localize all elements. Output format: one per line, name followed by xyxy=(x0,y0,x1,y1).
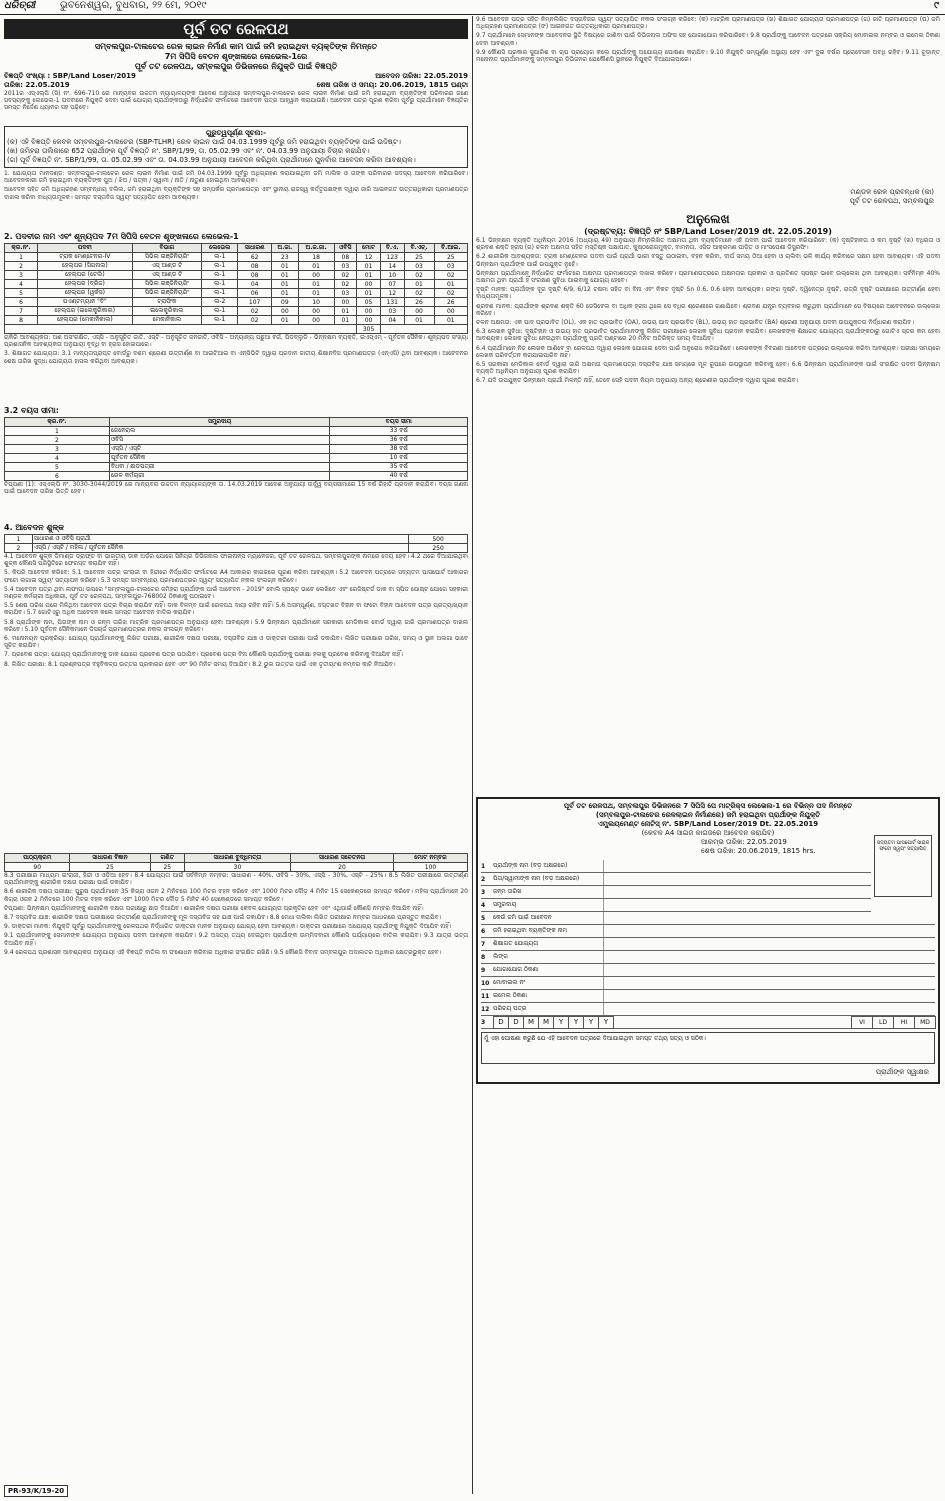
notice-ref-row-2 xyxy=(4,81,468,90)
vacancy-cell: ହେଲ୍ପର (ମେକାନିକାଲ) xyxy=(38,316,133,325)
vacancy-cell: 09 xyxy=(272,298,298,307)
form-row-number: 7 xyxy=(481,940,486,948)
vacancy-cell: 01 xyxy=(434,280,467,289)
vacancy-cell: 00 xyxy=(272,307,298,316)
important-notes-box xyxy=(4,126,468,168)
page-number: ୯ xyxy=(934,0,939,11)
vacancy-cell: ହେଲ୍ପର (ସିଗନାଲ) xyxy=(38,262,133,271)
age-cell: ରେଳ କର୍ମଚାରୀ xyxy=(109,472,330,481)
age-cell: 1 xyxy=(5,427,110,436)
age-cell: 40 ବର୍ଷ xyxy=(330,472,468,481)
form-row-label: ଜନ୍ମ ତାରିଖ xyxy=(493,888,522,895)
left-column xyxy=(4,16,468,1494)
form-row-number: 1 xyxy=(481,862,486,870)
form-row xyxy=(481,990,935,1003)
vacancy-total-filler xyxy=(380,325,467,334)
dob-digit-box[interactable]: Y xyxy=(568,1016,584,1029)
vacancy-cell: ସିଭିଲ ଇଞ୍ଜିନିୟରିଂ xyxy=(132,289,202,298)
intro-paragraph: 2011ର ଏସ୍‌ଏଲ୍‌ପି (ସି) ନଂ. 696-710 ରେ ମାନ୍ୟବର ଉଚ୍ଚତମ ନ୍ୟାୟାଳୟଙ୍କ ଆଦେଶ ଅନୁଯାୟୀ ସମ୍ବଲପୁର-ଟାଲଚେର ରେଳ ଲାଇନ ନିର୍ମାଣ ପାଇଁ ଜମି ହରାଇଥିବା ବ୍ୟକ୍ତିଙ୍କ ପରିବାରର ଜଣେ ସଦସ୍ୟଙ୍କୁ ଲେଭେଲ-1 ପଦବୀରେ ନିଯୁକ୍ତି ଦେବା ପାଇଁ ଯୋଗ୍ୟ ପ୍ରାର୍ଥୀଙ୍କଠାରୁ ନିର୍ଦ୍ଧାରିତ ଫର୍ମାଟରେ ଆବେଦନ ପତ୍ର ଆହ୍ୱାନ କରାଯାଉଛି। ଆବେଦନ ପତ୍ର ପୂରଣ କରିବା ପୂର୍ବରୁ ପ୍ରାର୍ଥୀମାନେ ବିଜ୍ଞପ୍ତିର ସମସ୍ତ ନିର୍ଦ୍ଦେଶ ଧ୍ୟାନର ସହ ପଢ଼ିବେ। xyxy=(4,90,468,112)
vacancy-cell: 01 xyxy=(272,262,298,271)
form-title-2: (ସମ୍ବଲପୁର-ଟାଲଚେର ରେଳଲାଇନ ନିର୍ମାଣରେ) ଜମି ହରାଇଥିବା ପ୍ରାର୍ଥୀଙ୍କ ନିଯୁକ୍ତି xyxy=(595,811,821,819)
annexure-title: ଅନୁଲେଖ xyxy=(686,212,730,226)
form-row-input[interactable] xyxy=(603,873,871,885)
form-row-label: କେଉଁ ଜମି ପାଇଁ ଆବେଦନ xyxy=(493,914,552,921)
fee-table xyxy=(4,534,468,553)
fee-amount: 500 xyxy=(409,535,468,544)
vacancy-cell: ହେଲ୍ପର (ୱର୍କସ) xyxy=(38,289,133,298)
vacancy-notes: ଚାକିରି ଆବଶ୍ୟକତା: ଅଣ ଅସଂରକ୍ଷିତ, ଏସ୍‌ସି - ଅନୁସୂଚିତ ଜାତି, ଏସ୍‌ଟି - ଅନୁସୂଚିତ ଜନଜାତି, ଓବିସି - ଅନ୍ୟାନ୍ୟ ପଛୁଆ ବର୍ଗ, ପିଡବ୍ଲୁଡି - ଭିନ୍ନକ୍ଷମ ବ୍ୟକ୍ତି, ଇଏସ୍‌ଏମ୍ - ପୂର୍ବତନ ସୈନିକ। ଶୂନ୍ୟପଦ ସଂଖ୍ୟା ପ୍ରଶାସନିକ ଆବଶ୍ୟକତା ଅନୁଯାୟୀ ବୃଦ୍ଧି ବା ହ୍ରାସ ହୋଇପାରେ। 3. ଶିକ୍ଷାଗତ ଯୋଗ୍ୟତା: 3.1 ମାନ୍ୟତାପ୍ରାପ୍ତ ବୋର୍ଡରୁ ଦଶମ ଶ୍ରେଣୀ ଉତ୍ତୀର୍ଣ୍ଣ ବା ଆଇଟିଆଇ ବା ଏନ୍‌ସିଭିଟି ଦ୍ୱାରା ପ୍ରଦାନ ଜାତୀୟ ଶିକ୍ଷାନବିସ ପ୍ରମାଣପତ୍ର (ଏନ୍‌ଏସି) ଥିବା ଆବଶ୍ୟକ। ଆବେଦନର ଶେଷ ତାରିଖ ସୁଦ୍ଧା ଯୋଗ୍ୟତା ହାସଲ କରିଥିବା ଆବଶ୍ୟକ। xyxy=(4,334,468,365)
vacancy-row xyxy=(5,307,468,316)
vacancy-cell: 01 xyxy=(334,307,357,316)
vacancy-cell: 03 xyxy=(334,262,357,271)
form-row-label: ଯୋଗାଯୋଗ ଠିକଣା xyxy=(493,966,539,973)
photo-box[interactable]: ସଦ୍ୟତମ ପାସପୋର୍ଟ ସାଇଜ ଫଟୋ ସ୍ୱୟଂ ସତ୍ୟାପିତ xyxy=(874,835,932,897)
notice-subtitle-3: ପୂର୍ବ ତଟ ରେଳପଥ, ସମ୍ବଲପୁର ଡିଭିଜନରେ ନିଯୁକ୍ତି ପାଇଁ ବିଜ୍ଞପ୍ତି xyxy=(134,62,338,71)
vacancy-cell: ଲ-2 xyxy=(202,298,238,307)
vacancy-cell: 3 xyxy=(5,271,38,280)
age-cell: 6 xyxy=(5,472,110,481)
vacancy-cell: ଇଲେକ୍ଟ୍ରିକାଲ xyxy=(132,307,202,316)
vacancy-cell: 02 xyxy=(238,316,272,325)
form-row xyxy=(481,873,871,886)
form-row-number: 5 xyxy=(481,914,486,922)
fee-row: 1 xyxy=(5,535,33,544)
vacancy-cell: 02 xyxy=(404,271,434,280)
application-procedure: 4.1 ଆବେଦନ ଶୁଳ୍କ ଡିମାଣ୍ଡ ଡ୍ରାଫ୍ଟ ବା ଭାରତୀୟ ଡାକ ଅର୍ଡର ଯୋଗେ ସିନିୟର ଡିଭିଜନାଲ ଫାଇନାନ୍ସ ମ୍ୟାନେଜର, ପୂର୍ବ ତଟ ରେଳପଥ, ସମ୍ବଲପୁରଙ୍କ ନାମରେ ଦେୟ ହେବ। 4.2 ଥରେ ଦିଆଯାଇଥିବା ଶୁଳ୍କ କୌଣସି ପରିସ୍ଥିତିରେ ଫେରସ୍ତ କରାଯିବ ନାହିଁ। 5. କିପରି ଆବେଦନ କରିବେ: 5.1 ଆବେଦନ ପତ୍ର ଇଂରାଜୀ ବା ହିନ୍ଦୀରେ ନିର୍ଦ୍ଧାରିତ ଫର୍ମାଟରେ A4 ଆକାରର କାଗଜରେ ପୂରଣ କରିବା ଆବଶ୍ୟକ। 5.2 ଆବେଦନ ପତ୍ରରେ ସଦ୍ୟତମ ପାସପୋର୍ଟ ଆକାରର ଫଟୋ ଲଗାଇ ସ୍ୱୟଂ ସତ୍ୟାପନ କରିବେ। 5.3 ସମସ୍ତ ସମ୍ବନ୍ଧୀୟ ପ୍ରମାଣପତ୍ରର ସ୍ୱୟଂ ସତ୍ୟାପିତ ନକଲ ସଂଲଗ୍ନ କରିବେ। 5.4 ଆବେଦନ ପତ୍ର ଥିବା ଲଫାପା ଉପରେ "ସମ୍ବଲପୁର-ଟାଲଚେର ଜମିହରା ପ୍ରାର୍ଥୀଙ୍କ ପାଇଁ ଆବେଦନ - 2019" ବୋଲି ସ୍ପଷ୍ଟ ଭାବେ ଲେଖିବେ ଏବଂ ରେଜିଷ୍ଟର୍ଡ ଡାକ ବା ସ୍ପିଡ ପୋଷ୍ଟ ଯୋଗେ ସହକାରୀ ମଣ୍ଡଳ କର୍ମଚାରୀ ଅଧିକାରୀ, ପୂର୍ବ ତଟ ରେଳପଥ, ସମ୍ବଲପୁର-768002 ଠିକଣାକୁ ପଠାଇବେ। 5.5 ଶେଷ ତାରିଖ ପରେ ମିଳିଥିବା ଆବେଦନ ପତ୍ର ବିଚାର କରାଯିବ ନାହିଁ। ଡାକ ବିଳମ୍ବ ପାଇଁ ରେଳପଥ ଦାୟୀ ରହିବ ନାହିଁ। 5.6 ଅସମ୍ପୂର୍ଣ୍ଣ, ଦସ୍ତଖତ ବିହୀନ ବା ଫଟୋ ବିହୀନ ଆବେଦନ ପତ୍ର ପ୍ରତ୍ୟାଖ୍ୟାନ କରାଯିବ। 5.7 ଗୋଟିଏରୁ ଅଧିକ ଆବେଦନ କଲେ ସମସ୍ତ ଆବେଦନ ବାତିଲ କରାଯିବ। 5.8 ପ୍ରାର୍ଥୀଙ୍କ ନାମ, ପିତାଙ୍କ ନାମ ଓ ଜନ୍ମ ତାରିଖ ମାଟ୍ରିକ ପ୍ରମାଣପତ୍ର ଅନୁଯାୟୀ ହେବା ଆବଶ୍ୟକ। 5.9 ଭିନ୍ନକ୍ଷମ ପ୍ରାର୍ଥୀମାନେ ସରକାରୀ ମେଡିକାଲ ବୋର୍ଡ ଦ୍ୱାରା ଜାରି ପ୍ରମାଣପତ୍ର ଦାଖଲ କରିବେ। 5.10 ପୂର୍ବତନ ସୈନିକମାନେ ଡିସଚାର୍ଜ ପ୍ରମାଣପତ୍ରର ନକଲ ସଂଲଗ୍ନ କରିବେ। 6. ମନୋନୟନ ପ୍ରକ୍ରିୟା: ଯୋଗ୍ୟ ପ୍ରାର୍ଥୀମାନଙ୍କୁ ଲିଖିତ ପରୀକ୍ଷା, ଶାରୀରିକ ଦକ୍ଷତା ପରୀକ୍ଷା, ଦସ୍ତାବିଜ ଯାଞ୍ଚ ଓ ଡାକ୍ତରୀ ପରୀକ୍ଷା ପାଇଁ ଡକାଯିବ। ଲିଖିତ ପରୀକ୍ଷାର ତାରିଖ, ସମୟ ଓ ସ୍ଥାନ ଅଲଗା ଭାବେ ସୂଚିତ କରାଯିବ। 7. ପ୍ରବେଶ ପତ୍ର: ଯୋଗ୍ୟ ପ୍ରାର୍ଥୀମାନଙ୍କୁ ଡାକ ଯୋଗେ ପ୍ରବେଶ ପତ୍ର ପଠାଯିବ। ପ୍ରବେଶ ପତ୍ର ବିନା କୌଣସି ପ୍ରାର୍ଥୀଙ୍କୁ ପରୀକ୍ଷା ହଲକୁ ପ୍ରବେଶ କରିବାକୁ ଦିଆଯିବ ନାହିଁ। 8. ଲିଖିତ ପରୀକ୍ଷା: 8.1 ପ୍ରଶ୍ନପତ୍ର ବହୁବିକଳ୍ପ ଉତ୍ତର ପ୍ରକାରର ହେବ ଏବଂ 90 ମିନିଟ ସମୟ ଦିଆଯିବ। 8.2 ଭୁଲ ଉତ୍ତର ପାଇଁ ଏକ ତୃତୀୟାଂଶ ନମ୍ବର କାଟି ନିଆଯିବ। xyxy=(4,553,468,668)
vacancy-cell: ଟ୍ରାଫିକ xyxy=(132,298,202,307)
signatory-office: ପୂର୍ବ ତଟ ରେଳପଥ, ସମ୍ବଲପୁର xyxy=(849,197,934,205)
vacancy-cell: 01 xyxy=(298,280,334,289)
vacancy-cell: 02 xyxy=(238,307,272,316)
newspaper-logo: ଧରିତ୍ରୀ xyxy=(4,0,36,11)
form-row xyxy=(481,938,935,951)
age-cell: ଓବିସି xyxy=(109,436,330,445)
vacancy-header-cell: ବିଭାଗ xyxy=(132,244,202,253)
vacancy-cell: 02 xyxy=(434,289,467,298)
form-row-label: ଇମେଲ ଠିକଣା xyxy=(493,992,527,999)
vacancy-cell: 01 xyxy=(272,289,298,298)
vacancy-header-cell: ମୋଟ xyxy=(357,244,381,253)
notice-subtitle-1: ସମ୍ବଲପୁର-ଟାଲଚେର ରେଳ ଲାଇନ ନିର୍ମାଣ କାମ ପାଇଁ ଜମି ହରାଇଥିବା ବ୍ୟକ୍ତିଙ୍କ ନିମନ୍ତେ xyxy=(94,42,378,51)
signatory-block xyxy=(476,188,934,206)
form-row-label: ଲିଙ୍ଗ xyxy=(493,953,508,960)
form-row xyxy=(481,951,935,964)
dob-digit-box[interactable]: Y xyxy=(598,1016,614,1029)
vacancy-cell: ଲ-1 xyxy=(202,289,238,298)
vacancy-cell: 01 xyxy=(357,289,381,298)
form-row xyxy=(481,899,871,912)
marks-header-cell: ପାଠ୍ୟକ୍ରମ xyxy=(5,854,70,863)
form-row xyxy=(481,912,935,925)
age-notes: ଟିପ୍ପଣୀ (1): ଏସ୍‌ଏଲ୍‌ପି ନଂ. 3030-3044/2019 ରେ ମାନ୍ୟବର ଉଚ୍ଚତମ ନ୍ୟାୟାଳୟଙ୍କ ତା. 14.03.2019 ଆଦେଶ ଅନୁଯାୟୀ ଉର୍ଦ୍ଧ୍ୱ ବୟସସୀମାରେ 15 ବର୍ଷ ରିହାତି ପ୍ରଦାନ କରାଯିବ। ବୟସ ଗଣନା ପାଇଁ ଆବେଦନ ତାରିଖ ଭିତ୍ତି ହେବ। xyxy=(4,481,468,496)
vacancy-cell: 00 xyxy=(404,307,434,316)
vacancy-cell: 02 xyxy=(334,271,357,280)
form-row-input[interactable] xyxy=(603,977,935,989)
vacancy-cell: 03 xyxy=(404,262,434,271)
vacancy-cell: 26 xyxy=(404,298,434,307)
vacancy-table xyxy=(4,243,468,334)
age-cell: 10 ବର୍ଷ xyxy=(330,454,468,463)
vacancy-row xyxy=(5,271,468,280)
form-row xyxy=(481,964,935,977)
vacancy-row xyxy=(5,316,468,325)
age-cell: 36 ବର୍ଷ xyxy=(330,436,468,445)
form-row-label: ସମ୍ପ୍ରଦାୟ xyxy=(493,901,517,908)
marks-header-cell: ସାଧାରଣ ସଚେତନତା xyxy=(290,854,393,863)
dob-digit-box[interactable]: Y xyxy=(553,1016,569,1029)
vacancy-cell: 14 xyxy=(380,262,404,271)
vacancy-cell: ସିଭିଲ ଇଞ୍ଜିନିୟରିଂ xyxy=(132,280,202,289)
applicant-signature[interactable]: ପ୍ରାର୍ଥୀଙ୍କ ସ୍ୱାକ୍ଷର xyxy=(875,1068,929,1076)
vacancy-cell: ସିଭିଲ ଇଞ୍ଜିନିୟରିଂ xyxy=(132,253,202,262)
vacancy-cell: ପଏଣ୍ଟମ୍ୟାନ "ବି" xyxy=(38,298,133,307)
vacancy-cell: 23 xyxy=(272,253,298,262)
age-cell: 38 ବର୍ଷ xyxy=(330,445,468,454)
age-row xyxy=(5,436,468,445)
vacancy-cell: 04 xyxy=(238,280,272,289)
marks-header-cell: ମୋଟ ନମ୍ବର xyxy=(393,854,467,863)
form-row-number: 4 xyxy=(481,901,486,909)
vacancy-cell: 00 xyxy=(434,307,467,316)
vacancy-row xyxy=(5,280,468,289)
masthead xyxy=(0,0,945,15)
notice-ref-row-1 xyxy=(4,72,468,81)
form-title-1: ପୂର୍ବ ତଟ ରେଳପଥ, ସମ୍ବଲପୁର ଡିଭିଜନରେ 7 ସିପିସି ପେ ମାଟ୍ରିକ୍ସ ଲେଭେଲ-1 ରେ ବିଭିନ୍ନ ପଦ ନିମନ୍ତେ xyxy=(563,802,853,810)
vacancy-cell: 00 xyxy=(298,307,334,316)
notice-banner: ପୂର୍ବ ତଟ ରେଳପଥ xyxy=(4,19,468,39)
vacancy-row xyxy=(5,289,468,298)
form-row-number: 10 xyxy=(481,979,490,987)
dob-digit-box[interactable]: M xyxy=(538,1016,554,1029)
right-column xyxy=(476,16,940,1494)
general-instructions: 9.6 ଆବେଦନ ପତ୍ର ସହିତ ନିମ୍ନଲିଖିତ ଦସ୍ତାବିଜର ସ୍ୱୟଂ ସତ୍ୟାପିତ ନକଲ ସଂଲଗ୍ନ କରିବେ: (କ) ମାଟ୍ରିକ ପ୍ରମାଣପତ୍ର (ଖ) ଶିକ୍ଷାଗତ ଯୋଗ୍ୟତା ପ୍ରମାଣପତ୍ର (ଗ) ଜାତି ପ୍ରମାଣପତ୍ର (ଘ) ଜମି ଅଧିଗ୍ରହଣ ପ୍ରମାଣପତ୍ର (ଙ) ଆଇନଗତ ଉତ୍ତରାଧିକାରୀ ପ୍ରମାଣପତ୍ର। 9.7 ପ୍ରାର୍ଥୀମାନେ ସେମାନଙ୍କ ଆବେଦନର ସ୍ଥିତି ବିଷୟରେ ଜାଣିବା ପାଇଁ ଡିଭିଜନାଲ ଅଫିସ ସହ ଯୋଗାଯୋଗ କରିପାରିବେ। 9.8 ପ୍ରାର୍ଥୀଙ୍କୁ ଆବେଦନ ପତ୍ରରେ ସକ୍ରିୟ ମୋବାଇଲ ନମ୍ବର ଓ ଇମେଲ ଠିକଣା ଦେବା ଆବଶ୍ୟକ। 9.9 କୌଣସି ପ୍ରକାର ସୁପାରିଶ ବା ଚାପ ପ୍ରୟୋଗ କଲେ ପ୍ରାର୍ଥୀଙ୍କୁ ଅଯୋଗ୍ୟ ଘୋଷଣା କରାଯିବ। 9.10 ନିଯୁକ୍ତି ସମ୍ପୂର୍ଣ୍ଣ ଅସ୍ଥାୟୀ ହେବ ଏବଂ ଦୁଇ ବର୍ଷର ପ୍ରୋବେସନ ଅବଧି ରହିବ। 9.11 ଚୂଡ଼ାନ୍ତ ମନୋନୀତ ପ୍ରାର୍ଥୀମାନଙ୍କୁ ସମ୍ବଲପୁର ଡିଭିଜନର ଯେକୌଣସି ସ୍ଥାନରେ ନିଯୁକ୍ତି ଦିଆଯାଇପାରେ। xyxy=(476,16,940,64)
category-box[interactable]: VI xyxy=(851,1016,873,1029)
vacancy-cell: 01 xyxy=(404,280,434,289)
application-open-date: ଆବେଦନ ତାରିଖ: 22.05.2019 xyxy=(375,72,468,80)
vacancy-cell: 08 xyxy=(238,262,272,271)
vacancy-cell: 01 xyxy=(357,271,381,280)
form-row-input[interactable] xyxy=(603,899,871,911)
vacancy-cell: ହେଲ୍ପର (ଇଲେକ୍ଟ୍ରିକାଲ) xyxy=(38,307,133,316)
age-row xyxy=(5,454,468,463)
vacancy-cell: ଲ-1 xyxy=(202,262,238,271)
disability-category-boxes[interactable] xyxy=(851,1016,935,1029)
vacancy-cell: 01 xyxy=(404,316,434,325)
vacancy-cell: 25 xyxy=(404,253,434,262)
vacancy-cell: 01 xyxy=(434,316,467,325)
vacancy-cell: ମେକାନିକାଲ xyxy=(132,316,202,325)
vacancy-cell: 01 xyxy=(298,289,334,298)
form-row-number: 12 xyxy=(481,1005,490,1013)
marks-header-cell: ସାଧାରଣ ବୁଦ୍ଧିମତ୍ତା xyxy=(184,854,290,863)
form-row-input[interactable] xyxy=(603,886,871,898)
fee-reserved: ଏସ୍‌ସି / ଏସ୍‌ଟି / ମହିଳା / ପୂର୍ବତନ ସୈନିକ xyxy=(32,544,408,553)
dob-digit-box[interactable]: D xyxy=(508,1016,524,1029)
declaration-box: ମୁଁ ଏହା ଘୋଷଣା କରୁଛି ଯେ ଏହି ଆବେଦନ ପତ୍ରରେ ଦିଆଯାଇଥିବା ସମସ୍ତ ତଥ୍ୟ ସତ୍ୟ ଓ ସଠିକ। xyxy=(481,1032,935,1064)
category-box[interactable]: HI xyxy=(893,1016,915,1029)
vacancy-cell: ହେଲ୍ପର (ଟେଲି) xyxy=(38,271,133,280)
form-row-number: 6 xyxy=(481,927,486,935)
age-cell: 5 xyxy=(5,463,110,472)
vacancy-section-title: 2. ପଦବୀର ନାମ ଏବଂ ଶୂନ୍ୟପଦ 7ମ ସିପିସି ବେତନ ଶୃଙ୍ଖଳାରେ ଲେଭେଲ-1 xyxy=(4,232,239,241)
vacancy-cell: 02 xyxy=(434,271,467,280)
vacancy-cell: 07 xyxy=(380,280,404,289)
age-row xyxy=(5,427,468,436)
vacancy-cell: ଟ୍ରାକ ମେଣ୍ଟେନର-IV xyxy=(38,253,133,262)
dob-digit-box[interactable]: M xyxy=(523,1016,539,1029)
vacancy-cell: 06 xyxy=(238,289,272,298)
vacancy-header-cell: ବି.ଏ. xyxy=(380,244,404,253)
vacancy-cell: 04 xyxy=(380,316,404,325)
form-title-3: ଏମ୍ପ୍ଲୟମେଣ୍ଟ ନୋଟିସ୍ ନଂ. SBP/Land Loser/2019 Dt. 22.05.2019 xyxy=(597,820,819,828)
vacancy-cell: 62 xyxy=(238,253,272,262)
form-row-input[interactable] xyxy=(603,1003,935,1015)
annexure-subtitle: (ଦ୍ରଷ୍ଟବ୍ୟ: ବିଜ୍ଞପ୍ତି ନଂ SBP/Land Loser/2019 dt. 22.05.2019) xyxy=(584,227,832,236)
vacancy-row xyxy=(5,253,468,262)
vacancy-cell: 00 xyxy=(357,280,381,289)
vacancy-cell: 03 xyxy=(434,262,467,271)
vacancy-cell: 01 xyxy=(298,262,334,271)
publication-reference: PR-93/K/19-20 xyxy=(4,1485,68,1497)
vacancy-total-row xyxy=(5,325,468,334)
vacancy-cell: ହେଲ୍ପର (ବ୍ରିଜ) xyxy=(38,280,133,289)
form-row-label: ଶିକ୍ଷାଗତ ଯୋଗ୍ୟତା xyxy=(493,940,539,947)
vacancy-cell: 7 xyxy=(5,307,38,316)
form-row-input[interactable] xyxy=(603,938,935,950)
vacancy-cell: 6 xyxy=(5,298,38,307)
signatory-designation: ମଣ୍ଡଳ ରେଳ ପ୍ରବନ୍ଧକ (କା) xyxy=(850,188,934,196)
vacancy-cell: 08 xyxy=(334,253,357,262)
vacancy-row xyxy=(5,262,468,271)
age-header-cell: କ୍ର.ନଂ. xyxy=(5,418,110,427)
vacancy-header-cell: ସାଧାରଣ xyxy=(238,244,272,253)
dob-boxes[interactable] xyxy=(493,1016,613,1029)
dob-digit-box[interactable]: D xyxy=(493,1016,509,1029)
exam-and-medical-rules: 8.3 ପରୀକ୍ଷାର ମାଧ୍ୟମ ଇଂରାଜୀ, ହିନ୍ଦୀ ଓ ଓଡ଼ିଆ ହେବ। 8.4 ଯୋଗ୍ୟତା ପାଇଁ ସର୍ବନିମ୍ନ ନମ୍ବର: ସାଧାରଣ - 40%, ଓବିସି - 30%, ଏସ୍‌ସି - 30%, ଏସ୍‌ଟି - 25%। 8.5 ଲିଖିତ ପରୀକ୍ଷାରେ ଉତ୍ତୀର୍ଣ୍ଣ ପ୍ରାର୍ଥୀମାନଙ୍କୁ ଶାରୀରିକ ଦକ୍ଷତା ପରୀକ୍ଷା ପାଇଁ ଡକାଯିବ। 8.6 ଶାରୀରିକ ଦକ୍ଷତା ପରୀକ୍ଷା: ପୁରୁଷ ପ୍ରାର୍ଥୀମାନେ 35 କିଗ୍ରା ଓଜନ 2 ମିନିଟରେ 100 ମିଟର ବହନ କରିବେ ଏବଂ 1000 ମିଟର ଦୌଡ଼ 4 ମିନିଟ 15 ସେକେଣ୍ଡରେ ସମାପ୍ତ କରିବେ। ମହିଳା ପ୍ରାର୍ଥୀମାନେ 20 କିଗ୍ରା ଓଜନ 2 ମିନିଟରେ 100 ମିଟର ବହନ କରିବେ ଏବଂ 1000 ମିଟର ଦୌଡ଼ 5 ମିନିଟ 40 ସେକେଣ୍ଡରେ ସମାପ୍ତ କରିବେ। ଟିପ୍ପଣୀ: ଭିନ୍ନକ୍ଷମ ପ୍ରାର୍ଥୀମାନଙ୍କୁ ଶାରୀରିକ ଦକ୍ଷତା ପରୀକ୍ଷାରୁ ଛାଡ଼ ଦିଆଯିବ। ଶାରୀରିକ ଦକ୍ଷତା ପରୀକ୍ଷା କେବଳ ଯୋଗ୍ୟତା ପ୍ରକୃତିର ହେବ ଏବଂ ଏଥିପାଇଁ କୌଣସି ନମ୍ବର ଦିଆଯିବ ନାହିଁ। 8.7 ଦସ୍ତାବିଜ ଯାଞ୍ଚ: ଶାରୀରିକ ଦକ୍ଷତା ପରୀକ୍ଷାରେ ଉତ୍ତୀର୍ଣ୍ଣ ପ୍ରାର୍ଥୀମାନଙ୍କୁ ମୂଳ ଦସ୍ତାବିଜ ସହ ଯାଞ୍ଚ ପାଇଁ ଡକାଯିବ। 8.8 ମେଧା ତାଲିକା ଲିଖିତ ପରୀକ୍ଷାର ନମ୍ବର ଆଧାରରେ ପ୍ରସ୍ତୁତ କରାଯିବ। 9. ଡାକ୍ତରୀ ମାନକ: ନିଯୁକ୍ତି ପୂର୍ବରୁ ପ୍ରାର୍ଥୀମାନଙ୍କୁ ରେଳପଥର ନିର୍ଦ୍ଧାରିତ ଡାକ୍ତରୀ ମାନକ ଅନୁଯାୟୀ ଯୋଗ୍ୟ ହେବା ଆବଶ୍ୟକ। ଡାକ୍ତରୀ ପରୀକ୍ଷାରେ ଅଯୋଗ୍ୟ ପ୍ରାର୍ଥୀଙ୍କୁ ନିଯୁକ୍ତି ଦିଆଯିବ ନାହିଁ। 9.1 ପ୍ରାର୍ଥୀମାନଙ୍କୁ ସେମାନଙ୍କ ଯୋଗ୍ୟତା ଅନୁଯାୟୀ ପଦବୀ ଆବଣ୍ଟନ କରାଯିବ। 9.2 ଅସତ୍ୟ ତଥ୍ୟ ଦେଇଥିବା ପ୍ରାର୍ଥୀଙ୍କ ଉମ୍ମିଦବାରୀ କୌଣସି ପର୍ଯ୍ୟାୟରେ ବାତିଲ କରାଯିବ। 9.3 ଯାତ୍ରା ଭତ୍ତା ଦିଆଯିବ ନାହିଁ। 9.4 ରେଳପଥ ପ୍ରଶାସନ ଆବଶ୍ୟକତା ଅନୁଯାୟୀ ଏହି ବିଜ୍ଞପ୍ତି ବାତିଲ ବା ସଂଶୋଧନ କରିବାର ଅଧିକାର ସଂରକ୍ଷିତ ରଖିଛି। 9.5 କୌଣସି ବିବାଦ ସମ୍ବଲପୁର ଅଦାଲତର ଅଧିକାର କ୍ଷେତ୍ରଭୁକ୍ତ ହେବ। xyxy=(4,872,468,956)
vacancy-cell: ଲ-1 xyxy=(202,271,238,280)
marks-cell: 30 xyxy=(184,863,290,872)
vacancy-cell: 00 xyxy=(357,316,381,325)
form-row-input[interactable] xyxy=(603,860,871,872)
age-row xyxy=(5,463,468,472)
vacancy-cell: 00 xyxy=(298,316,334,325)
vacancy-header-cell: କ୍ର.ନଂ. xyxy=(5,244,38,253)
vacancy-header-cell: ଅ.ଜା. xyxy=(272,244,298,253)
vacancy-cell: 03 xyxy=(334,289,357,298)
form-title-4: (କେବଳ A4 ସାଇଜ କାଗଜରେ ଆବେଦନ କରାଯିବ) xyxy=(641,829,775,837)
age-limit-table xyxy=(4,417,468,481)
vacancy-cell: ଲ-1 xyxy=(202,307,238,316)
form-row-label: ପରିଚୟ ପତ୍ର xyxy=(493,1005,527,1012)
form-row-number: 2 xyxy=(481,875,486,883)
age-cell: 2 xyxy=(5,436,110,445)
age-row xyxy=(5,472,468,481)
vacancy-cell: 12 xyxy=(380,289,404,298)
vacancy-header-cell: ଲେଭେଲ xyxy=(202,244,238,253)
age-section-title: 3.2 ବୟସ ସୀମା: xyxy=(4,406,59,415)
form-row-input[interactable] xyxy=(603,990,935,1002)
form-row-dob xyxy=(481,1016,935,1029)
form-row xyxy=(481,886,871,899)
form-row-number: 8 xyxy=(481,953,486,961)
vacancy-total-label xyxy=(5,325,357,334)
vacancy-cell: 01 xyxy=(272,271,298,280)
form-row-label: ମୋବାଇଲ ନଂ xyxy=(493,979,526,986)
age-header-cell: ସମ୍ପ୍ରଦାୟ xyxy=(109,418,330,427)
vacancy-cell: 10 xyxy=(298,298,334,307)
form-row-label: ପ୍ରାର୍ଥୀଙ୍କ ନାମ (ବଡ଼ ଅକ୍ଷରରେ) xyxy=(493,862,568,869)
fee-amount: 250 xyxy=(409,544,468,553)
age-cell: ଜେନେରାଲ xyxy=(109,427,330,436)
form-open-date: ଆରମ୍ଭ ତାରିଖ: 22.05.2019 xyxy=(701,838,787,846)
vacancy-cell: 00 xyxy=(334,298,357,307)
form-row-number: 3 xyxy=(481,888,486,896)
column-divider xyxy=(472,16,473,1494)
exam-marks-table xyxy=(4,853,468,872)
age-cell: 3 xyxy=(5,445,110,454)
vacancy-cell: ଏସ୍ ଆଣ୍ଡ ଟି xyxy=(132,271,202,280)
issue-date: ଭୁବନେଶ୍ୱର, ବୁଧବାର, ୨୨ ମେ, ୨୦୧୯ xyxy=(60,0,207,11)
form-fields xyxy=(481,860,935,1016)
marks-cell: 20 xyxy=(290,863,393,872)
notification-number: ବିଜ୍ଞପ୍ତି ସଂଖ୍ୟା : SBP/Land Loser/2019 xyxy=(4,72,136,80)
important-note-1: (କ) ଏହି ବିଜ୍ଞପ୍ତି କେବଳ ସମ୍ବଲପୁର-ଟାଲଚେର (SBP-TLHR) ରେଳ ଲାଇନ ପାଇଁ 04.03.1999 ପୂର୍ବରୁ ଜମି ହରାଇଥିବା ବ୍ୟକ୍ତିଙ୍କ ପାଇଁ ଉଦ୍ଦିଷ୍ଟ। xyxy=(7,138,401,146)
vacancy-cell: 01 xyxy=(272,280,298,289)
vacancy-cell: 03 xyxy=(380,307,404,316)
vacancy-cell: 25 xyxy=(434,253,467,262)
vacancy-cell: 02 xyxy=(404,289,434,298)
important-notes-title: ଗୁରୁତ୍ୱପୂର୍ଣ୍ଣ ସୂଚନା:- xyxy=(205,129,267,137)
vacancy-cell: 00 xyxy=(298,271,334,280)
vacancy-header-cell: ବି.ଏଚ୍. xyxy=(404,244,434,253)
form-row-label: ଜମି ହରାଇଥିବା ବ୍ୟକ୍ତିଙ୍କ ନାମ xyxy=(493,927,568,934)
marks-header-cell: ସାଧାରଣ ବିଜ୍ଞାନ xyxy=(70,854,150,863)
vacancy-cell: 123 xyxy=(380,253,404,262)
age-header-cell: ବୟସ ସୀମା xyxy=(330,418,468,427)
form-row xyxy=(481,977,935,990)
marks-cell: 25 xyxy=(150,863,184,872)
age-cell: ବିଧବା / ଛାଡପତ୍ରୀ xyxy=(109,463,330,472)
form-row-number: 3 xyxy=(481,1018,486,1026)
vacancy-cell: 5 xyxy=(5,289,38,298)
vacancy-cell: 00 xyxy=(357,307,381,316)
vacancy-cell: 107 xyxy=(238,298,272,307)
vacancy-cell: ଏସ୍ ଆଣ୍ଡ ଟି xyxy=(132,262,202,271)
form-row-input[interactable] xyxy=(603,951,935,963)
vacancy-cell: ଲ-1 xyxy=(202,253,238,262)
form-close-date: ଶେଷ ତାରିଖ: 20.06.2019, 1815 hrs. xyxy=(701,847,816,855)
important-note-3: (ଗ) ପୂର୍ବ ବିଜ୍ଞପ୍ତି ନଂ. SBP/1/99, ତା. 05.02.99 ଏବଂ ତା. 04.03.99 ଅନୁଯାୟୀ ଆବେଦନ କରିଥିବା ପ୍ରାର୍ଥୀମାନେ ପୁନର୍ବାର ଆବେଦନ କରିବା ଆବଶ୍ୟକ। xyxy=(7,156,416,164)
age-row xyxy=(5,445,468,454)
fee-section-title: 4. ଆବେଦନ ଶୁଳ୍କ xyxy=(4,523,65,532)
marks-cell: 25 xyxy=(70,863,150,872)
form-row-label: ପିତା/ସ୍ୱାମୀଙ୍କ ନାମ (ବଡ଼ ଅକ୍ଷରରେ) xyxy=(493,875,580,882)
form-row-input[interactable] xyxy=(603,925,935,937)
form-row xyxy=(481,1003,935,1016)
form-row-number: 11 xyxy=(481,992,490,1000)
marks-cell: 90 xyxy=(5,863,70,872)
marks-header-cell: ଗଣିତ xyxy=(150,854,184,863)
vacancy-cell: ଲ-1 xyxy=(202,316,238,325)
application-close-date: ଶେଷ ତାରିଖ ଓ ସମୟ: 20.06.2019, 1815 ଘଣ୍ଟା xyxy=(316,81,468,89)
vacancy-cell: 12 xyxy=(357,253,381,262)
vacancy-cell: 8 xyxy=(5,316,38,325)
vacancy-cell: 01 xyxy=(357,262,381,271)
vacancy-cell: 131 xyxy=(380,298,404,307)
vacancy-cell: 1 xyxy=(5,253,38,262)
eligibility-paragraph: 1. ଯୋଗ୍ୟତା ମାନଦଣ୍ଡ: ସମ୍ବଲପୁର-ଟାଲଚେର ରେଳ ଲାଇନ ନିର୍ମାଣ ପାଇଁ ଜମି 04.03.1999 ପୂର୍ବରୁ ଅଧିଗ୍ରହଣ କରାଯାଇଥିବା ଜମି ମାଲିକ ଓ ତାଙ୍କ ପରିବାରର ସଦସ୍ୟ ଆବେଦନ କରିପାରିବେ। ଆବେଦନକାରୀ ଜମି ହରାଇଥିବା ବ୍ୟକ୍ତିଙ୍କ ପୁଅ / ଝିଅ / ପତ୍ନୀ / ସ୍ୱାମୀ / ନାତି / ନାତୁଣୀ ହୋଇଥିବା ଆବଶ୍ୟକ। ଆବେଦନ ସହିତ ଜମି ଅଧିଗ୍ରହଣ ସମ୍ବନ୍ଧୀୟ ଦଲିଲ, ଜମି ହରାଇଥିବା ବ୍ୟକ୍ତିଙ୍କ ସହ ସମ୍ପର୍କର ପ୍ରମାଣପତ୍ର ଏବଂ ସ୍ଥାନୀୟ ରାଜସ୍ୱ କର୍ତ୍ତୃପକ୍ଷଙ୍କ ଦ୍ୱାରା ଜାରି ଆଇନଗତ ଉତ୍ତରାଧିକାରୀ ପ୍ରମାଣପତ୍ର ଦାଖଲ କରିବା ବାଧ୍ୟତାମୂଳକ। ସମସ୍ତ ଦସ୍ତାବିଜ ସ୍ୱୟଂ ସତ୍ୟାପିତ ହେବା ଆବଶ୍ୟକ। xyxy=(4,170,468,201)
notice-subtitle-2: 7ମ ସିପିସି ବେତନ ଶୃଙ୍ଖଳାରେ ଲେଭେଲ-1ରେ xyxy=(164,52,308,61)
vacancy-total-value: 305 xyxy=(357,325,381,334)
vacancy-cell: 18 xyxy=(298,253,334,262)
vacancy-cell: ଲ-1 xyxy=(202,280,238,289)
vacancy-header-cell: ପଦବୀ xyxy=(38,244,133,253)
dob-digit-box[interactable]: Y xyxy=(583,1016,599,1029)
fee-general: ସାଧାରଣ ଓ ଓବିସି ପ୍ରାର୍ଥୀ xyxy=(32,535,408,544)
application-form xyxy=(476,797,940,1084)
age-cell: 4 xyxy=(5,454,110,463)
notification-date: ତାରିଖ: 22.05.2019 xyxy=(4,81,70,89)
form-row-input[interactable] xyxy=(603,964,935,976)
vacancy-cell: 05 xyxy=(357,298,381,307)
vacancy-cell: 26 xyxy=(434,298,467,307)
annexure-body: 6.1 ଭିନ୍ନକ୍ଷମ ବ୍ୟକ୍ତି ଅଧିନିୟମ 2016 (ଅଧ୍ୟାୟ 49) ଅନୁଯାୟୀ ନିମ୍ନଲିଖିତ ଅକ୍ଷମତା ଥିବା ବ୍ୟକ୍ତିମାନେ ଏହି ପଦବୀ ପାଇଁ ଆବେଦନ କରିପାରିବେ: (କ) ଦୃଷ୍ଟିହୀନତା ଓ କମ ଦୃଷ୍ଟି (ଖ) ବଧିରତା ଓ ଶ୍ରବଣ ଶକ୍ତି ହ୍ରାସ (ଗ) ଚଳନ ଅକ୍ଷମତା ସହିତ ମସ୍ତିଷ୍କ ପକ୍ଷାଘାତ, କୁଷ୍ଠରୋଗମୁକ୍ତ, ବାମନତା, ଏସିଡ ଆକ୍ରମଣ ପୀଡ଼ିତ ଓ ମାଂସପେଶୀ ଡିସ୍ଟ୍ରଫି। 6.2 ଶାରୀରିକ ଆବଶ୍ୟକତା: ଟ୍ରାକ ମେଣ୍ଟେନର ପଦବୀ ପାଇଁ ପ୍ରାର୍ଥୀ ଭାରୀ ବସ୍ତୁ ଉଠାଇବା, ବହନ କରିବା, ଦୀର୍ଘ ସମୟ ଠିଆ ହେବା ଓ ଚାଲିବା ଭଳି କାର୍ଯ୍ୟ କରିବାରେ ସକ୍ଷମ ହେବା ଆବଶ୍ୟକ। ଏହି ପଦବୀ ଭିନ୍ନକ୍ଷମ ପ୍ରାର୍ଥୀଙ୍କ ପାଇଁ ଉପଯୁକ୍ତ ନୁହେଁ। ଭିନ୍ନକ୍ଷମ ପ୍ରାର୍ଥୀମାନେ ନିର୍ଦ୍ଧାରିତ ଫର୍ମାଟରେ ଅକ୍ଷମତା ପ୍ରମାଣପତ୍ର ଦାଖଲ କରିବେ। ପ୍ରମାଣପତ୍ରରେ ଅକ୍ଷମତାର ପ୍ରକାର ଓ ପ୍ରତିଶତ ସ୍ପଷ୍ଟ ଭାବେ ଉଲ୍ଲେଖ ଥିବା ଆବଶ୍ୟକ। ସର୍ବନିମ୍ନ 40% ଅକ୍ଷମତା ଥିବା ପ୍ରାର୍ଥୀ ହିଁ ସଂରକ୍ଷଣ ସୁବିଧା ପାଇବାକୁ ଯୋଗ୍ୟ ହେବେ। ଦୃଷ୍ଟି ମାନକ: ପ୍ରାର୍ଥୀଙ୍କ ଦୂର ଦୃଷ୍ଟି 6/9, 6/12 ଚଷମା ସହିତ ବା ବିନା ଏବଂ ନିକଟ ଦୃଷ୍ଟି Sn 0.6, 0.6 ହେବା ଆବଶ୍ୟକ। ରଙ୍ଗ ଦୃଷ୍ଟି, ଦ୍ୱିନେତ୍ର ଦୃଷ୍ଟି, ରାତ୍ରି ଦୃଷ୍ଟି ପରୀକ୍ଷାରେ ଉତ୍ତୀର୍ଣ୍ଣ ହେବା ବାଧ୍ୟତାମୂଳକ। ଶ୍ରବଣ ମାନକ: ପ୍ରାର୍ଥୀଙ୍କ ଶ୍ରବଣ ଶକ୍ତି 60 ଡେସିବେଲ ବା ଅଧିକ ହ୍ରାସ ଥିଲେ ସେ ବଧିର ଶ୍ରେଣୀରେ ଗଣାଯିବେ। ଶ୍ରବଣ ଯନ୍ତ୍ର ବ୍ୟବହାର କରୁଥିବା ପ୍ରାର୍ଥୀମାନେ ସେ ବିଷୟରେ ଆବେଦନରେ ଉଲ୍ଲେଖ କରିବେ। ଚଳନ ଅକ୍ଷମତା: ଏକ ପାଦ ପ୍ରଭାବିତ (OL), ଏକ ହାତ ପ୍ରଭାବିତ (OA), ଉଭୟ ପାଦ ପ୍ରଭାବିତ (BL), ଉଭୟ ହାତ ପ୍ରଭାବିତ (BA) ଶ୍ରେଣୀ ଅନୁଯାୟୀ ପଦବୀ ଉପଯୁକ୍ତତା ନିର୍ଦ୍ଧାରଣ କରାଯିବ। 6.3 ଲେଖକ ସୁବିଧା: ଦୃଷ୍ଟିହୀନ ଓ ଉଭୟ ହାତ ପ୍ରଭାବିତ ପ୍ରାର୍ଥୀମାନଙ୍କୁ ଲିଖିତ ପରୀକ୍ଷାରେ ଲେଖକ ସୁବିଧା ପ୍ରଦାନ କରାଯିବ। ଲେଖକଙ୍କ ଶିକ୍ଷାଗତ ଯୋଗ୍ୟତା ପ୍ରାର୍ଥୀଙ୍କଠାରୁ ଗୋଟିଏ ସ୍ତର କମ ହେବା ଆବଶ୍ୟକ। ଲେଖକ ସୁବିଧା ନେଉଥିବା ପ୍ରାର୍ଥୀଙ୍କୁ ପ୍ରତି ଘଣ୍ଟାରେ 20 ମିନିଟ ଅତିରିକ୍ତ ସମୟ ଦିଆଯିବ। 6.4 ପ୍ରାର୍ଥୀମାନେ ନିଜ ଲେଖକ ଆଣିବେ ବା ରେଳପଥ ଦ୍ୱାରା ଲେଖକ ଯୋଗାଇ ଦେବା ପାଇଁ ଅନୁରୋଧ କରିପାରିବେ। ଲେଖକଙ୍କ ବିବରଣୀ ଆବେଦନ ପତ୍ରରେ ଉଲ୍ଲେଖ କରିବା ଆବଶ୍ୟକ। ପରୀକ୍ଷା ସମୟରେ ଲେଖକ ପରିବର୍ତ୍ତନ କରାଯାଇପାରିବ ନାହିଁ। 6.5 ସରକାରୀ ମେଡିକାଲ ବୋର୍ଡ ଦ୍ୱାରା ଜାରି ଅକ୍ଷମତା ପ୍ରମାଣପତ୍ର ଦସ୍ତାବିଜ ଯାଞ୍ଚ ସମୟରେ ମୂଳ ରୂପରେ ଉପସ୍ଥାପନ କରିବାକୁ ହେବ। 6.6 ଭିନ୍ନକ୍ଷମ ପ୍ରାର୍ଥୀମାନଙ୍କ ପାଇଁ ସଂରକ୍ଷିତ ପଦବୀ ଭିନ୍ନକ୍ଷମ ବ୍ୟକ୍ତି ଅଧିନିୟମ ଅନୁଯାୟୀ ପୂରଣ କରାଯିବ। 6.7 ଯଦି ଉପଯୁକ୍ତ ଭିନ୍ନକ୍ଷମ ପ୍ରାର୍ଥୀ ମିଳନ୍ତି ନାହିଁ, ତେବେ ସେହି ପଦବୀ ନିୟମ ଅନୁଯାୟୀ ଅନ୍ୟ ଶ୍ରେଣୀର ପ୍ରାର୍ଥୀଙ୍କ ଦ୍ୱାରା ପୂରଣ କରାଯିବ। xyxy=(476,237,940,385)
vacancy-cell: 01 xyxy=(334,316,357,325)
vacancy-header-cell: ଓବିସି xyxy=(334,244,357,253)
vacancy-cell: 02 xyxy=(334,280,357,289)
vacancy-header-cell: ଅ.ଜ.ଜା. xyxy=(298,244,334,253)
age-cell: ଏସ୍‌ସି / ଏସ୍‌ଟି xyxy=(109,445,330,454)
vacancy-cell: 01 xyxy=(272,316,298,325)
age-cell: 33 ବର୍ଷ xyxy=(330,427,468,436)
category-box[interactable]: MD xyxy=(914,1016,936,1029)
form-row-number: 9 xyxy=(481,966,486,974)
form-row-input[interactable] xyxy=(603,912,935,924)
vacancy-cell: 2 xyxy=(5,262,38,271)
form-row xyxy=(481,860,871,873)
vacancy-row xyxy=(5,298,468,307)
category-box[interactable]: LD xyxy=(872,1016,894,1029)
vacancy-cell: 4 xyxy=(5,280,38,289)
fee-row: 2 xyxy=(5,544,33,553)
vacancy-cell: 10 xyxy=(380,271,404,280)
important-note-2: (ଖ) ଜମିହରା ତାଲିକାରେ 652 ପ୍ରାର୍ଥୀଙ୍କ ପୂର୍ବ ବିଜ୍ଞପ୍ତି ନଂ. SBP/1/99, ତା. 05.02.99 ଏବଂ ନଂ. 04.03.99 ଅନୁଯାୟୀ ବିଚାର କରାଯିବ। xyxy=(7,147,370,155)
vacancy-header-cell: ବି.ଆଇ. xyxy=(434,244,467,253)
vacancy-cell: 08 xyxy=(238,271,272,280)
age-cell: ପୂର୍ବତନ ସୈନିକ xyxy=(109,454,330,463)
form-row xyxy=(481,925,935,938)
age-cell: 35 ବର୍ଷ xyxy=(330,463,468,472)
marks-cell: 100 xyxy=(393,863,467,872)
